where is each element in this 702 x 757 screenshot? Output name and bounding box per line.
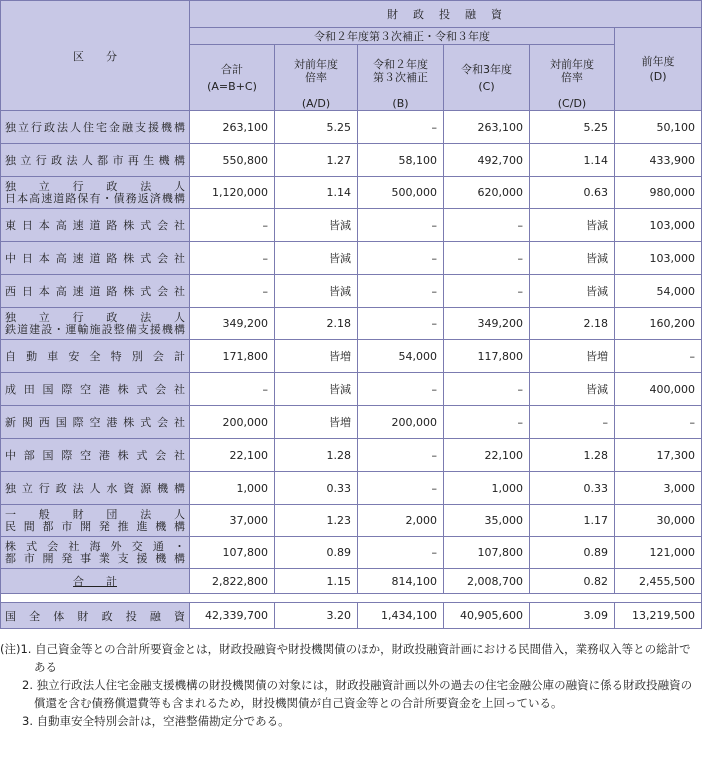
cell-b: 54,000 (358, 340, 444, 373)
row-label-line1: 中部国際空港株式会社 (5, 449, 185, 462)
cell-d: – (615, 340, 702, 373)
row-label-line1: 株式会社海外交通・ (5, 539, 185, 553)
table-row (1, 209, 702, 242)
cell-b: – (358, 308, 444, 340)
cell-b: – (358, 275, 444, 308)
cell-b: – (358, 111, 444, 144)
cell-d: 103,000 (615, 242, 702, 275)
cell-c: 35,000 (444, 505, 530, 537)
cell-d: 103,000 (615, 209, 702, 242)
cell-c: – (444, 406, 530, 439)
cell-a: 22,100 (190, 439, 275, 472)
cell-b: 200,000 (358, 406, 444, 439)
col-d-label: 前年度 (641, 55, 675, 68)
row-label-line1: 独立行政法人都市再生機構 (5, 154, 185, 167)
cell-cd: 皆減 (530, 373, 615, 406)
cell-c: 107,800 (444, 537, 530, 569)
cell-ad: 1.23 (275, 505, 358, 537)
row-label-line1: 一 般 財 団 法 人 (5, 507, 185, 521)
cell-a: – (190, 242, 275, 275)
row-label-line1: 独立行政法人住宅金融支援機構 (5, 121, 185, 134)
row-label (1, 505, 190, 537)
cell-a: 1,000 (190, 472, 275, 505)
grand-a: 42,339,700 (190, 603, 275, 629)
header-col-c (444, 45, 530, 111)
grand-label-text: 国全体財政投融資 (5, 609, 185, 623)
cell-ad: 0.89 (275, 537, 358, 569)
total-ad: 1.15 (275, 569, 358, 594)
row-label-line1: 独立行政法人水資源機構 (5, 482, 185, 495)
row-label (1, 537, 190, 569)
row-label (1, 340, 190, 373)
cell-c: – (444, 373, 530, 406)
cell-a: 1,120,000 (190, 177, 275, 209)
cell-ad: 皆減 (275, 275, 358, 308)
cell-c: 263,100 (444, 111, 530, 144)
col-ratio2-sub: (C/D) (557, 97, 587, 110)
cell-a: 107,800 (190, 537, 275, 569)
row-label (1, 242, 190, 275)
cell-ad: 皆増 (275, 340, 358, 373)
cell-cd: 皆増 (530, 340, 615, 373)
cell-cd: 皆減 (530, 242, 615, 275)
row-label (1, 144, 190, 177)
header-kubun: 区 分 (1, 1, 190, 111)
cell-c: – (444, 275, 530, 308)
cell-b: – (358, 472, 444, 505)
grand-cd: 3.09 (530, 603, 615, 629)
cell-cd: 1.28 (530, 439, 615, 472)
cell-a: 550,800 (190, 144, 275, 177)
cell-d: 433,900 (615, 144, 702, 177)
cell-c: 349,200 (444, 308, 530, 340)
header-zaisei: 財 政 投 融 資 (190, 1, 702, 28)
cell-a: – (190, 275, 275, 308)
total-label: 合 計 (1, 569, 190, 594)
row-label (1, 406, 190, 439)
cell-cd: 1.17 (530, 505, 615, 537)
total-row (1, 569, 702, 594)
table-row (1, 340, 702, 373)
cell-d: 54,000 (615, 275, 702, 308)
row-label (1, 472, 190, 505)
cell-b: – (358, 373, 444, 406)
table-row (1, 439, 702, 472)
row-label-line1: 自動車安全特別会計 (5, 350, 185, 363)
cell-a: 263,100 (190, 111, 275, 144)
cell-d: 50,100 (615, 111, 702, 144)
cell-d: 30,000 (615, 505, 702, 537)
row-label-line1: 独 立 行 政 法 人 (5, 310, 185, 324)
cell-b: – (358, 209, 444, 242)
total-cd: 0.82 (530, 569, 615, 594)
cell-ad: 1.27 (275, 144, 358, 177)
cell-cd: 皆減 (530, 275, 615, 308)
row-label-line2: 都市開発事業支援機構 (5, 551, 185, 565)
row-label (1, 177, 190, 209)
cell-d: 3,000 (615, 472, 702, 505)
grand-label (1, 603, 190, 629)
row-label-line1: 中日本高速道路株式会社 (5, 252, 185, 265)
gap-row (1, 594, 702, 603)
row-label-line2: 日本高速道路保有・債務返済機構 (5, 191, 185, 205)
table-row (1, 177, 702, 209)
cell-a: – (190, 373, 275, 406)
cell-c: 620,000 (444, 177, 530, 209)
table-row (1, 537, 702, 569)
cell-c: – (444, 209, 530, 242)
table-row (1, 373, 702, 406)
table-row (1, 505, 702, 537)
cell-cd: 1.14 (530, 144, 615, 177)
cell-d: 980,000 (615, 177, 702, 209)
row-label-line1: 東日本高速道路株式会社 (5, 219, 185, 232)
header-col-ratio2 (530, 45, 615, 111)
header-col-d (615, 28, 702, 111)
cell-c: 22,100 (444, 439, 530, 472)
cell-d: 160,200 (615, 308, 702, 340)
cell-ad: 0.33 (275, 472, 358, 505)
cell-d: 400,000 (615, 373, 702, 406)
row-label (1, 308, 190, 340)
cell-d: – (615, 406, 702, 439)
cell-ad: 2.18 (275, 308, 358, 340)
cell-b: 58,100 (358, 144, 444, 177)
cell-b: 2,000 (358, 505, 444, 537)
cell-ad: 1.14 (275, 177, 358, 209)
cell-cd: 0.63 (530, 177, 615, 209)
cell-ad: 皆減 (275, 209, 358, 242)
cell-ad: 皆増 (275, 406, 358, 439)
col-b-label: 令和２年度 第３次補正 (373, 58, 428, 84)
table-row (1, 144, 702, 177)
row-label (1, 111, 190, 144)
col-ratio1-sub: (A/D) (301, 97, 331, 110)
cell-c: 117,800 (444, 340, 530, 373)
table-row (1, 406, 702, 439)
grand-ad: 3.20 (275, 603, 358, 629)
table-row (1, 472, 702, 505)
cell-c: 1,000 (444, 472, 530, 505)
total-b: 814,100 (358, 569, 444, 594)
note-2: 2. 独立行政法人住宅金融支援機構の財投機関債の対象には，財政投融資計画以外の過去の住宅金融公庫の融資に係る財政投融資の償還を含む債務償還費等も含まれるため，財投機関債が自己資金等との合計所要資金を上回っている。 (22, 678, 693, 710)
col-total-sub: (A=B+C) (207, 79, 257, 93)
notes (0, 640, 700, 730)
header-col-ratio1 (275, 45, 358, 111)
total-a: 2,822,800 (190, 569, 275, 594)
total-c: 2,008,700 (444, 569, 530, 594)
grand-b: 1,434,100 (358, 603, 444, 629)
row-label (1, 275, 190, 308)
cell-ad: 皆減 (275, 373, 358, 406)
row-label-line2: 鉄道建設・運輸施設整備支援機構 (5, 322, 185, 336)
col-ratio1-label: 対前年度 倍率 (294, 58, 338, 84)
row-label-line1: 独 立 行 政 法 人 (5, 179, 185, 193)
cell-b: – (358, 537, 444, 569)
cell-cd: 0.33 (530, 472, 615, 505)
header-hosei: 令和２年度第３次補正・令和３年度 (190, 28, 615, 45)
table-row (1, 308, 702, 340)
cell-cd: 5.25 (530, 111, 615, 144)
cell-c: – (444, 242, 530, 275)
cell-b: – (358, 439, 444, 472)
row-label (1, 209, 190, 242)
cell-a: 200,000 (190, 406, 275, 439)
table-row (1, 242, 702, 275)
table-row (1, 275, 702, 308)
cell-ad: 1.28 (275, 439, 358, 472)
cell-cd: – (530, 406, 615, 439)
grand-d: 13,219,500 (615, 603, 702, 629)
cell-d: 121,000 (615, 537, 702, 569)
cell-ad: 5.25 (275, 111, 358, 144)
row-label (1, 439, 190, 472)
col-ratio2-label: 対前年度 倍率 (550, 58, 594, 84)
cell-a: 171,800 (190, 340, 275, 373)
cell-a: – (190, 209, 275, 242)
row-label-line2: 民間都市開発推進機構 (5, 519, 185, 533)
cell-a: 37,000 (190, 505, 275, 537)
header-col-total (190, 45, 275, 111)
cell-c: 492,700 (444, 144, 530, 177)
note-3: 3. 自動車安全特別会計は，空港整備勘定分である。 (22, 714, 290, 728)
col-c-sub: (C) (478, 79, 495, 93)
cell-cd: 皆減 (530, 209, 615, 242)
cell-cd: 0.89 (530, 537, 615, 569)
total-d: 2,455,500 (615, 569, 702, 594)
col-b-sub: (B) (392, 97, 409, 110)
cell-d: 17,300 (615, 439, 702, 472)
note-1: (注)1. 自己資金等との合計所要資金とは，財政投融資や財投機関債のほか，財政投融資計画における民間借入，業務収入等との総計である (0, 642, 691, 674)
header-col-b (358, 45, 444, 111)
cell-ad: 皆減 (275, 242, 358, 275)
cell-a: 349,200 (190, 308, 275, 340)
grand-row (1, 603, 702, 629)
grand-c: 40,905,600 (444, 603, 530, 629)
col-c-label: 令和3年度 (461, 62, 512, 76)
cell-cd: 2.18 (530, 308, 615, 340)
cell-b: – (358, 242, 444, 275)
col-d-sub: (D) (649, 70, 667, 83)
table-row (1, 111, 702, 144)
cell-b: 500,000 (358, 177, 444, 209)
col-total-label: 合計 (221, 62, 243, 76)
row-label (1, 373, 190, 406)
table-body (1, 111, 702, 569)
row-label-line1: 新関西国際空港株式会社 (5, 416, 185, 429)
row-label-line1: 西日本高速道路株式会社 (5, 285, 185, 298)
row-label-line1: 成田国際空港株式会社 (5, 383, 185, 396)
